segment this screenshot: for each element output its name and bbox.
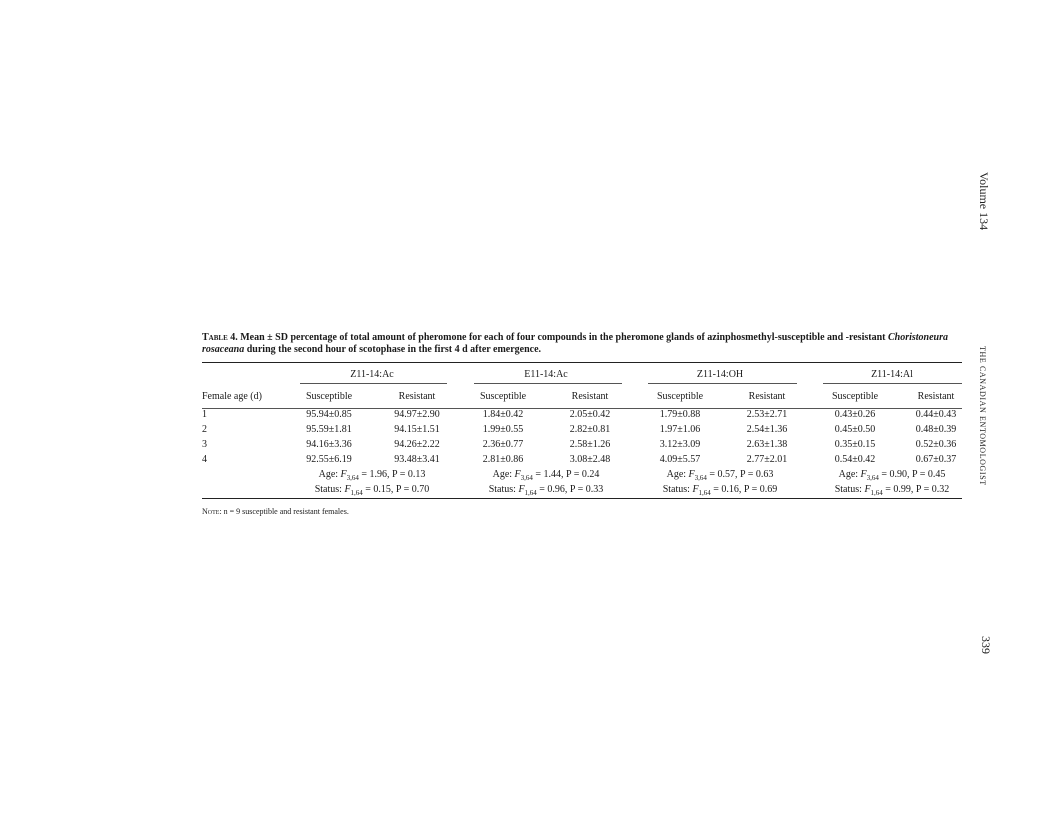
value-cell: 4.09±5.57 [659, 454, 701, 465]
table-note [202, 507, 349, 516]
stat-value: = 0.96, P = 0.33 [536, 484, 604, 495]
value-cell: 93.48±3.41 [394, 454, 440, 465]
value-cell: 95.94±0.85 [306, 409, 352, 420]
value-cell: 0.48±0.39 [915, 424, 957, 435]
resistant-header: Resistant [398, 391, 436, 402]
value-cell: 92.55±6.19 [306, 454, 352, 465]
table-bottom-rule [202, 498, 962, 499]
degrees-of-freedom: 3,64 [520, 474, 533, 482]
value-cell: 0.45±0.50 [834, 424, 876, 435]
compound-header: Z11-14:Al [871, 369, 913, 380]
female-age-cell: 2 [202, 424, 207, 435]
stat-label: Status: [488, 484, 519, 495]
age-stat [806, 469, 978, 482]
compound-group-rule [823, 383, 962, 384]
degrees-of-freedom: 1,64 [350, 489, 363, 497]
female-age-cell: 1 [202, 409, 207, 420]
value-cell: 2.05±0.42 [569, 409, 611, 420]
f-symbol: F [518, 484, 525, 495]
stat-value: = 0.57, P = 0.63 [706, 469, 774, 480]
compound-group-rule [474, 383, 622, 384]
value-cell: 0.67±0.37 [915, 454, 957, 465]
stat-value: = 1.44, P = 0.24 [532, 469, 600, 480]
f-symbol: F [692, 484, 699, 495]
status-stat [286, 484, 458, 497]
susceptible-header: Susceptible [831, 391, 879, 402]
caption-text-end: during the second hour of scotophase in the first 4 d after emergence. [246, 344, 542, 355]
value-cell: 2.81±0.86 [482, 454, 524, 465]
stat-label: Status: [662, 484, 693, 495]
stat-label: Age: [838, 469, 861, 480]
page-number: 339 [979, 636, 993, 654]
value-cell: 2.82±0.81 [569, 424, 611, 435]
stat-label: Status: [314, 484, 345, 495]
susceptible-header: Susceptible [656, 391, 704, 402]
resistant-header: Resistant [748, 391, 786, 402]
degrees-of-freedom: 1,64 [698, 489, 711, 497]
resistant-header: Resistant [571, 391, 609, 402]
stat-label: Status: [834, 484, 865, 495]
caption-text: Mean ± SD percentage of total amount of pheromone for each of four compounds in the pheromone glands of azinphosmethyl-susceptible and -resistant [240, 332, 886, 343]
f-symbol: F [514, 469, 521, 480]
stat-label: Age: [492, 469, 515, 480]
row-header: Female age (d) [202, 391, 262, 402]
value-cell: 94.97±2.90 [394, 409, 440, 420]
stat-value: = 1.96, P = 0.13 [358, 469, 426, 480]
value-cell: 2.36±0.77 [482, 439, 524, 450]
value-cell: 0.44±0.43 [915, 409, 957, 420]
age-stat [634, 469, 806, 482]
value-cell: 1.97±1.06 [659, 424, 701, 435]
value-cell: 2.63±1.38 [746, 439, 788, 450]
table-top-rule [202, 362, 962, 363]
compound-group-rule [648, 383, 797, 384]
value-cell: 0.54±0.42 [834, 454, 876, 465]
stat-value: = 0.99, P = 0.32 [882, 484, 950, 495]
f-symbol: F [340, 469, 347, 480]
status-stat [634, 484, 806, 497]
compound-header: Z11-14:OH [696, 369, 744, 380]
f-symbol: F [688, 469, 695, 480]
value-cell: 0.43±0.26 [834, 409, 876, 420]
f-symbol: F [344, 484, 351, 495]
status-stat [460, 484, 632, 497]
value-cell: 3.12±3.09 [659, 439, 701, 450]
female-age-cell: 4 [202, 454, 207, 465]
f-symbol: F [860, 469, 867, 480]
susceptible-header: Susceptible [479, 391, 527, 402]
compound-group-rule [300, 383, 447, 384]
value-cell: 1.84±0.42 [482, 409, 524, 420]
value-cell: 1.79±0.88 [659, 409, 701, 420]
note-text: n = 9 susceptible and resistant females. [223, 507, 349, 516]
value-cell: 94.15±1.51 [394, 424, 440, 435]
value-cell: 2.77±2.01 [746, 454, 788, 465]
value-cell: 94.16±3.36 [306, 439, 352, 450]
stat-label: Age: [318, 469, 341, 480]
compound-header: Z11-14:Ac [350, 369, 394, 380]
value-cell: 2.53±2.71 [746, 409, 788, 420]
age-stat [460, 469, 632, 482]
value-cell: 94.26±2.22 [394, 439, 440, 450]
f-symbol: F [864, 484, 871, 495]
journal-name: THE CANADIAN ENTOMOLOGIST [978, 346, 987, 486]
table-caption [202, 332, 962, 356]
degrees-of-freedom: 3,64 [866, 474, 879, 482]
value-cell: 2.54±1.36 [746, 424, 788, 435]
degrees-of-freedom: 3,64 [694, 474, 707, 482]
value-cell: 0.52±0.36 [915, 439, 957, 450]
resistant-header: Resistant [917, 391, 955, 402]
degrees-of-freedom: 3,64 [346, 474, 359, 482]
note-label: Note: [202, 507, 222, 516]
stat-value: = 0.16, P = 0.69 [710, 484, 778, 495]
susceptible-header: Susceptible [305, 391, 353, 402]
species-name: Choristoneura rosaceana [202, 332, 948, 355]
value-cell: 0.35±0.15 [834, 439, 876, 450]
value-cell: 1.99±0.55 [482, 424, 524, 435]
status-stat [806, 484, 978, 497]
table-label: Table 4. [202, 332, 238, 343]
value-cell: 3.08±2.48 [569, 454, 611, 465]
female-age-cell: 3 [202, 439, 207, 450]
compound-header: E11-14:Ac [524, 369, 568, 380]
stat-value: = 0.90, P = 0.45 [878, 469, 946, 480]
value-cell: 95.59±1.81 [306, 424, 352, 435]
stat-label: Age: [666, 469, 689, 480]
degrees-of-freedom: 1,64 [870, 489, 883, 497]
degrees-of-freedom: 1,64 [524, 489, 537, 497]
age-stat [286, 469, 458, 482]
stat-value: = 0.15, P = 0.70 [362, 484, 430, 495]
value-cell: 2.58±1.26 [569, 439, 611, 450]
volume-label: Volume 134 [977, 172, 991, 231]
